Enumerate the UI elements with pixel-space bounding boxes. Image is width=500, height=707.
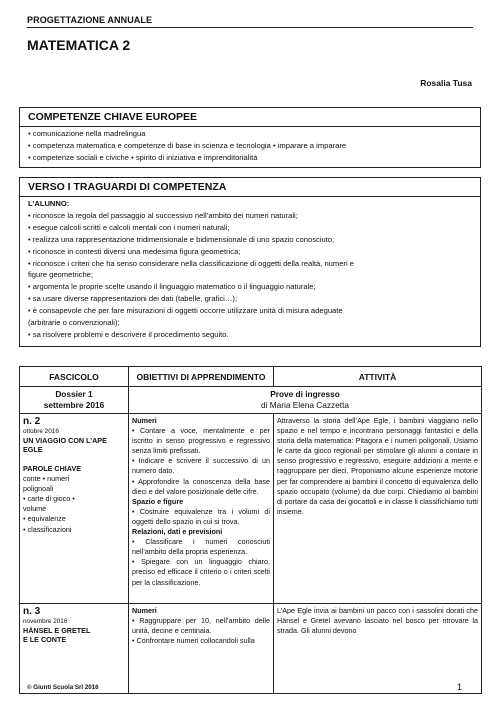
traguardi-item: • è consapevole che per fare misurazioni di oggetti occorre utilizzare unità di misura adeguate	[28, 306, 343, 316]
fascicolo-number: n. 3	[23, 606, 41, 617]
table-row	[20, 604, 482, 694]
objective-text: • Contare a voce, mentalmente e per iscritto in senso progressivo e regressivo senza limiti prefissati.	[132, 426, 270, 456]
traguardi-item: figure geometriche;	[28, 270, 94, 280]
document-title: MATEMATICA 2	[27, 37, 131, 53]
activity-text: Attraverso la storia dell’Ape Egle, i bambini viaggiano nello spazio e nel tempo e incontrano personaggi fantastici e della storia della matematica: Pitagora e i numeri poligonali. Usiamo le carte da gioco regionali per stimolare gli alunni a contare in senso progressivo e regressivo, eseguire addizioni a mente e raggruppare per dieci. Proponiamo alcune esperienze motorie per far comprendere ai bambini il concetto di equivalenza dello spazio occupato (volume) da due corpi. Chiediamo ai bambini di portare da casa dei giocattoli e in classe li classifichiamo tutti insieme.	[277, 416, 478, 516]
traguardi-heading: VERSO I TRAGUARDI DI COMPETENZA	[20, 181, 480, 197]
page-number: 1	[457, 682, 463, 692]
traguardi-item: • sa usare diverse rappresentazioni dei dati (tabelle, grafici…);	[28, 294, 238, 304]
fascicolo-title: EGLE	[23, 445, 43, 454]
keyword: polignoali	[23, 484, 54, 494]
objective-text: • Indicare e scrivere il successivo di un numero dato.	[132, 456, 270, 476]
fascicolo-title: UN VIAGGIO CON L’APE	[23, 436, 107, 445]
fascicolo-title: E LE CONTE	[23, 635, 67, 644]
section-heading: Numeri	[132, 416, 157, 425]
copyright-notice: © Giunti Scuola Srl 2016	[27, 684, 99, 691]
traguardi-item: (arbitrarie o convenzionali);	[28, 318, 120, 328]
fascicolo-number: n. 2	[23, 416, 41, 427]
keyword: • carte di gioco •	[23, 494, 75, 504]
objective-text: • Costruire equivalenze tra i volumi di oggetti dello spazio in cui si trova.	[132, 506, 270, 526]
attivita-cell	[274, 604, 482, 694]
section-heading: Numeri	[132, 606, 157, 615]
traguardi-subheading: L’ALUNNO:	[28, 199, 70, 208]
prove-title: Prove di ingresso	[270, 389, 340, 399]
traguardi-item: • riconosce in contesti diversi una medesima figura geometrica;	[28, 246, 241, 256]
section-heading: Spazio e figure	[132, 496, 184, 506]
attivita-cell	[274, 414, 482, 604]
objective-text: • Confrontare numeri collocandoli sulla	[132, 636, 255, 646]
competenze-item: • competenza matematica e competenze di base in scienza e tecnologia • imparare a imparare	[28, 140, 347, 150]
dossier-date: settembre 2016	[43, 400, 105, 410]
objective-text: • Approfondire la conoscenza della base dieci e del valore posizionale delle cifre.	[132, 476, 270, 496]
traguardi-item: • argomenta le proprie scelte usando il linguaggio matematico o il linguaggio naturale;	[28, 282, 316, 292]
column-header-obiettivi: OBIETTIVI DI APPRENDIMENTO	[129, 367, 274, 387]
table-row	[20, 414, 482, 604]
competenze-box	[19, 107, 481, 168]
document-kicker: PROGETTAZIONE ANNUALE	[27, 15, 153, 25]
section-heading: Relazioni, dati e previsioni	[132, 527, 223, 537]
competenze-item: • comunicazione nella madrelingua	[28, 129, 146, 138]
header-rule	[27, 27, 473, 28]
programme-table	[19, 366, 482, 694]
activity-text: L’Ape Egle invia ai bambini un pacco con i sassolini dorati che Hänsel e Gretel avevano lasciato nel bosco per ritrovare la strada. Gli alunni devono	[277, 606, 478, 636]
traguardi-box	[19, 177, 481, 347]
fascicolo-title: HÄNSEL E GRETEL	[23, 626, 91, 635]
fascicolo-date: novembre 2016	[23, 618, 68, 625]
traguardi-item: • realizza una rappresentazione tridimensionale e bidimensionale di uno spazio conosciuto;	[28, 234, 335, 244]
keyword: • equivalenze	[23, 514, 66, 524]
obiettivi-cell	[129, 414, 274, 604]
obiettivi-cell	[129, 604, 274, 694]
keyword: • classificazioni	[23, 524, 72, 534]
objective-text: • Spiegare con un linguaggio chiaro, preciso ed efficace il criterio o i criteri scelti per la classificazione.	[132, 557, 270, 587]
keyword: conte • numeri	[23, 474, 70, 484]
column-header-attivita: ATTIVITÀ	[274, 367, 482, 387]
document-author: Rosalia Tusa	[420, 78, 472, 88]
column-header-fascicolo: FASCICOLO	[20, 367, 129, 387]
objective-text: • Classificare i numeri conosciuti nell’ambito della propria esperienza.	[132, 537, 270, 557]
traguardi-item: • sa risolvere problemi e descrivere il procedimento seguito.	[28, 329, 229, 339]
prove-author: di Maria Elena Cazzetta	[260, 400, 350, 410]
traguardi-item: • esegue calcoli scritti e calcoli mentali con i numeri naturali;	[28, 222, 230, 232]
fascicolo-cell	[20, 414, 129, 604]
table-row-dossier	[20, 387, 482, 414]
traguardi-item: • riconosce i criteri che ha senso considerare nella classificazione di oggetti della realtà, numeri e	[28, 258, 354, 268]
traguardi-item: • riconosce la regola del passaggio al successivo nell’ambito dei numeri naturali;	[28, 210, 298, 220]
fascicolo-date: ottobre 2016	[23, 428, 59, 435]
dossier-cell	[20, 387, 129, 414]
dossier-number: Dossier 1	[55, 389, 93, 399]
table-header-row	[20, 367, 482, 387]
keyword: volume	[23, 504, 47, 514]
keywords-heading: PAROLE CHIAVE	[23, 464, 82, 473]
objective-text: • Raggruppare per 10, nell’ambito delle unità, decine e centinaia.	[132, 616, 270, 636]
prove-cell	[129, 387, 482, 414]
fascicolo-cell	[20, 604, 129, 694]
competenze-heading: COMPETENZE CHIAVE EUROPEE	[20, 111, 480, 127]
competenze-item: • competenze sociali e civiche • spirito di iniziativa e imprenditorialità	[28, 152, 258, 162]
